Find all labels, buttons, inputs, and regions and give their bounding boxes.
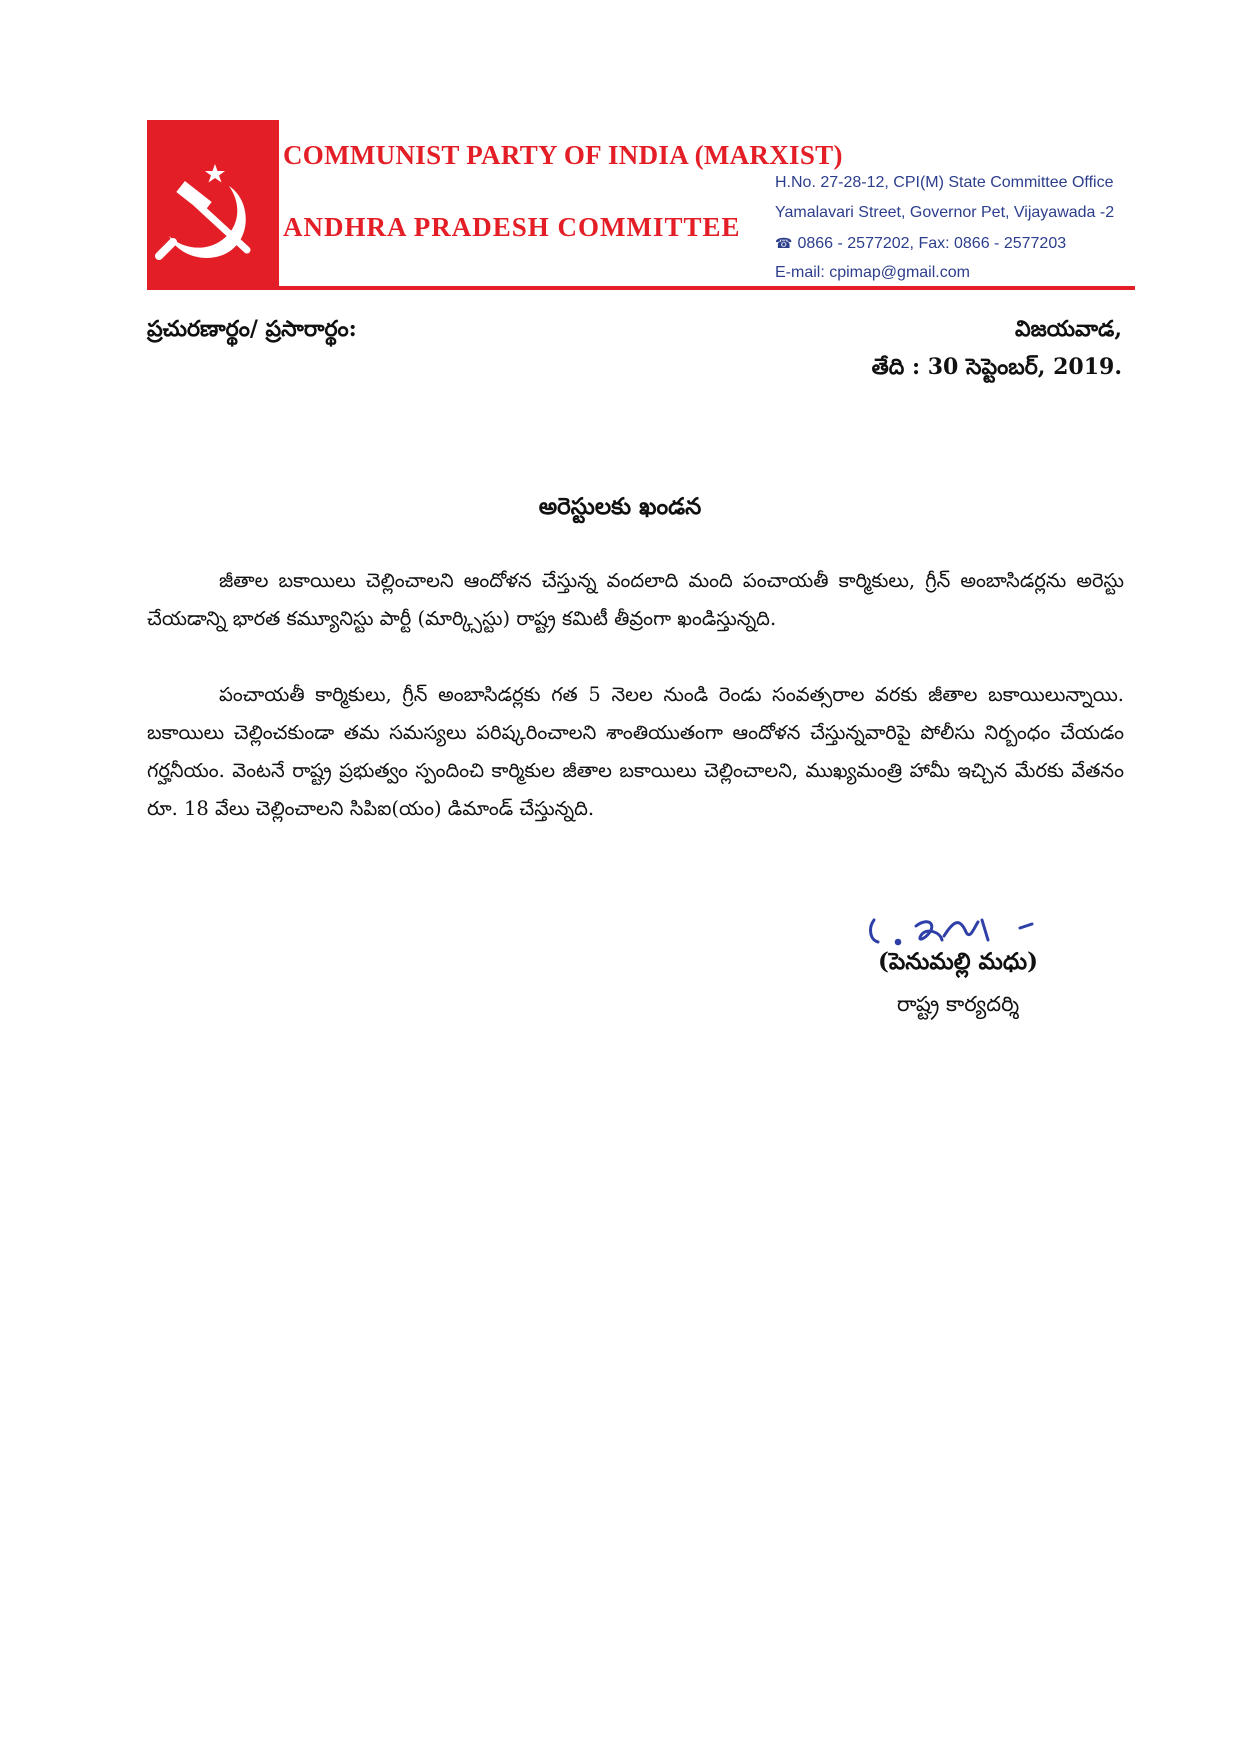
party-name: COMMUNIST PARTY OF INDIA (MARXIST) (283, 140, 843, 170)
address-line-2: Yamalavari Street, Governor Pet, Vijayawada -2 (775, 204, 1115, 221)
hammer-sickle-star-icon (147, 120, 279, 290)
date-line: తేది : 30 సెప్టెంబర్, 2019. (871, 354, 1122, 380)
party-logo (147, 120, 279, 290)
body-paragraph-1: జీతాల బకాయిలు చెల్లించాలని ఆందోళన చేస్తున్న వందలాది మంది పంచాయతీ కార్మికులు, గ్రీన్ అంబాసిడర్లను అరెస్టు చేయడాన్ని భారత కమ్యూనిస్టు పార్టీ (మార్క్సిస్టు) రాష్ట్ర కమిటీ తీవ్రంగా ఖండిస్తున్నది. (147, 569, 1124, 630)
document-title: అరెస్టులకు ఖండన (538, 493, 702, 520)
address-line-1: H.No. 27-28-12, CPI(M) State Committee Office (775, 174, 1114, 191)
release-label: ప్రచురణార్థం/ ప్రసారార్థం: (147, 316, 357, 342)
header-divider (147, 286, 1135, 290)
telephone-icon: ☎ (775, 235, 793, 251)
committee-name: ANDHRA PRADESH COMMITTEE (283, 212, 741, 242)
signatory-name: (పెనుమల్లి మధు) (878, 948, 1038, 975)
email-line: E-mail: cpimap@gmail.com (775, 264, 970, 281)
phone-text: 0866 - 2577202, Fax: 0866 - 2577203 (797, 235, 1067, 252)
place-line: విజయవాడ, (1014, 316, 1122, 342)
address-block (775, 172, 1114, 292)
body-paragraph-2: పంచాయతీ కార్మికులు, గ్రీన్ అంబాసిడర్లకు గత 5 నెలల నుండి రెండు సంవత్సరాల వరకు జీతాల బకాయిలున్నాయి. బకాయిలు చెల్లించకుండా తమ సమస్యలు పరిష్కరించాలని శాంతియుతంగా ఆందోళన చేస్తున్నవారిపై పోలీసు నిర్బంధం చేయడం గర్హనీయం. వెంటనే రాష్ట్ర ప్రభుత్వం స్పందించి కార్మికుల జీతాల బకాయిలు చెల్లించాలని, ముఖ్యమంత్రి హామీ ఇచ్చిన మేరకు వేతనం రూ. 18 వేలు చెల్లించాలని సిపిఐ(యం) డిమాండ్ చేస్తున్నది. (147, 683, 1124, 820)
signatory-designation: రాష్ట్ర కార్యదర్శి (896, 992, 1020, 1016)
phone-line (775, 232, 1114, 262)
